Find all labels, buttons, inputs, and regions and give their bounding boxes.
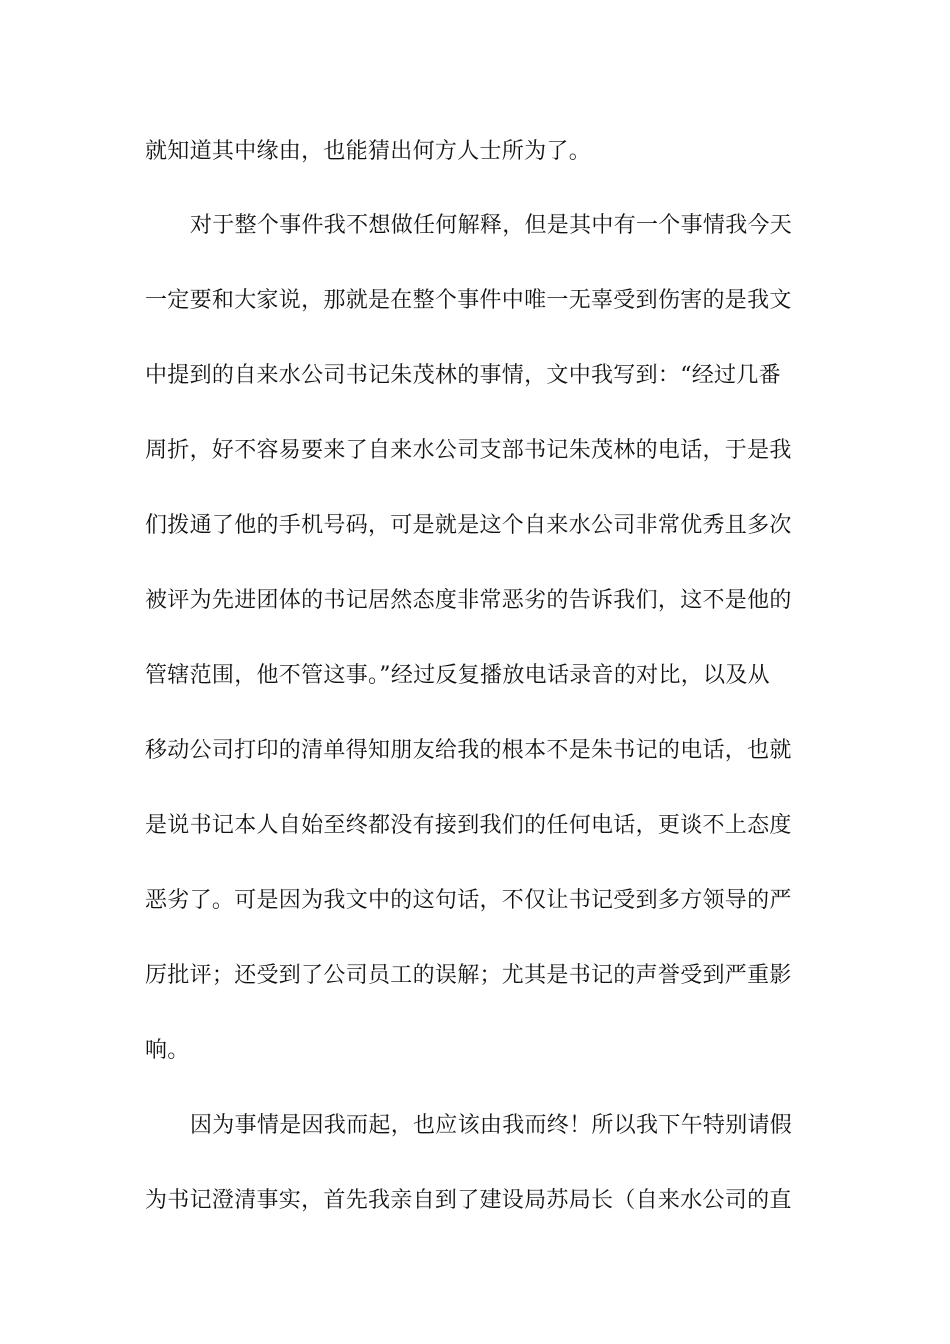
text-line: 被评为先进团体的书记居然态度非常恶劣的告诉我们，这不是他的 (145, 588, 792, 613)
text-line: 是说书记本人自始至终都没有接到我们的任何电话，更谈不上态度 (145, 813, 792, 838)
text-line: 周折，好不容易要来了自来水公司支部书记朱茂林的电话，于是我 (145, 438, 792, 463)
text-line: 厉批评；还受到了公司员工的误解；尤其是书记的声誉受到严重影 (145, 963, 792, 988)
text-line: 管辖范围，他不管这事。”经过反复播放电话录音的对比，以及从 (145, 663, 770, 688)
text-line: 恶劣了。可是因为我文中的这句话，不仅让书记受到多方领导的严 (145, 888, 792, 913)
text-line: 就知道其中缘由，也能猜出何方人士所为了。 (145, 139, 592, 164)
text-line: 移动公司打印的清单得知朋友给我的根本不是朱书记的电话，也就 (145, 738, 792, 763)
text-line: 们拨通了他的手机号码，可是就是这个自来水公司非常优秀且多次 (145, 513, 792, 538)
text-line: 中提到的自来水公司书记朱茂林的事情，文中我写到：“经过几番 (145, 363, 781, 388)
text-line: 为书记澄清事实，首先我亲自到了建设局苏局长（自来水公司的直 (145, 1188, 792, 1213)
paragraph-first-line: 对于整个事件我不想做任何解释，但是其中有一个事情我今天 (190, 213, 793, 238)
text-line: 响。 (145, 1038, 190, 1063)
text-line: 一定要和大家说，那就是在整个事件中唯一无辜受到伤害的是我文 (145, 288, 792, 313)
paragraph-first-line: 因为事情是因我而起，也应该由我而终！所以我下午特别请假 (190, 1113, 793, 1138)
